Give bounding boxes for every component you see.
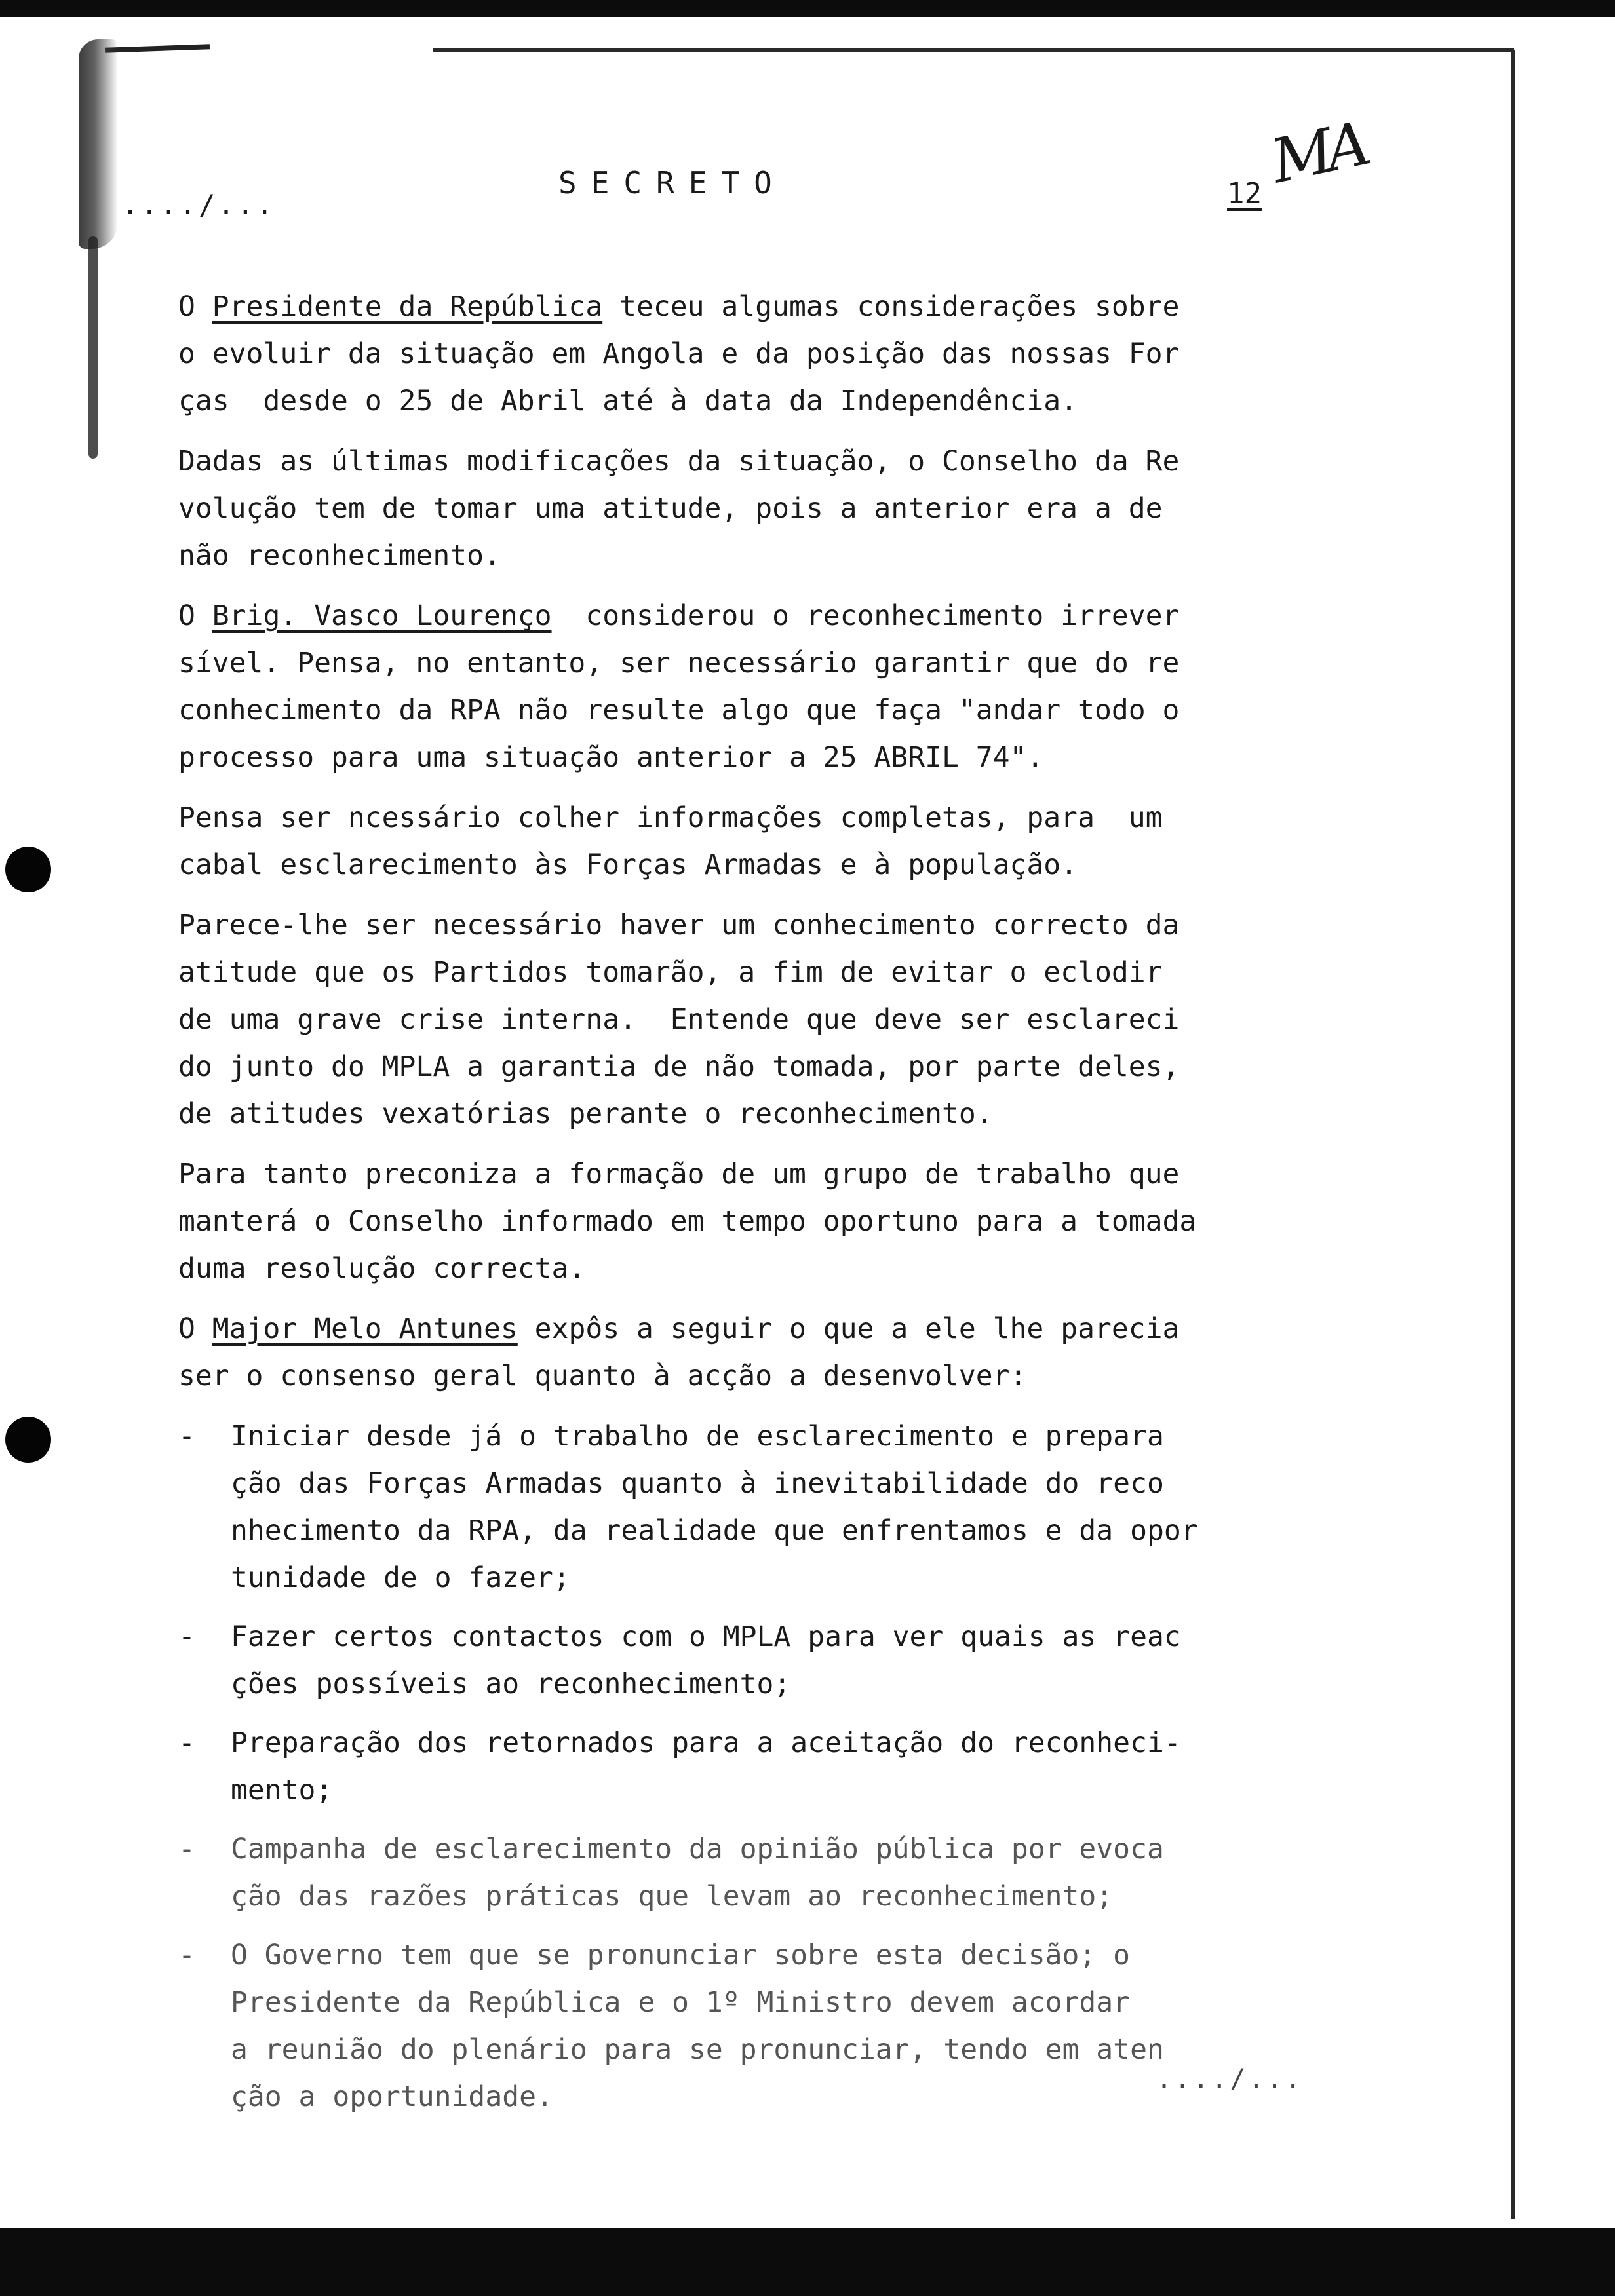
line-prefix: O — [178, 600, 212, 632]
page-number: 12 — [1227, 177, 1262, 210]
paragraph — [178, 1151, 1293, 1292]
text-line: conhecimento da RPA não resulte algo que faça "andar todo o — [178, 694, 1180, 727]
frame-line-right — [1511, 50, 1515, 2219]
footer-continuation: ..../... — [1156, 2064, 1304, 2094]
bullet-item — [178, 1719, 1293, 1814]
bullet-dash: - — [178, 1420, 195, 1453]
line-prefix: O — [178, 290, 212, 323]
scan-border-bottom — [0, 2228, 1615, 2296]
scan-smudge — [79, 39, 118, 249]
paragraph-list — [178, 283, 1293, 1400]
classification-heading: SECRETO — [558, 165, 787, 201]
bullet-list — [178, 1413, 1293, 2120]
text-line: processo para uma situação anterior a 25 ABRIL 74". — [178, 741, 1044, 774]
text-line: sível. Pensa, no entanto, ser necessário garantir que do re — [178, 647, 1180, 679]
bullet-dash: - — [178, 1620, 195, 1653]
text-line: Pensa ser ncessário colher informações completas, para um — [178, 801, 1163, 834]
bullet-text — [231, 1413, 1293, 1601]
text-line: ção a oportunidade. — [231, 2080, 553, 2113]
text-line: ças desde o 25 de Abril até à data da Independência. — [178, 385, 1078, 417]
bullet-dash: - — [178, 1727, 195, 1759]
text-line: ser o consenso geral quanto à acção a desenvolver: — [178, 1360, 1027, 1392]
text-line — [178, 1305, 1293, 1352]
text-line: ção das razões práticas que levam ao reconhecimento; — [231, 1880, 1114, 1913]
text-line: duma resolução correcta. — [178, 1252, 586, 1285]
header-continuation: ..../... — [122, 189, 276, 221]
text-line: ção das Forças Armadas quanto à inevitabilidade do reco — [231, 1467, 1164, 1500]
scan-border-top — [0, 0, 1615, 17]
text-line: O Governo tem que se pronunciar sobre esta decisão; o — [231, 1939, 1131, 1972]
line-suffix: considerou o reconhecimento irrever — [551, 600, 1180, 632]
paragraph — [178, 1305, 1293, 1400]
text-line: do junto do MPLA a garantia de não tomada, por parte deles, — [178, 1050, 1180, 1083]
text-line: Dadas as últimas modificações da situação, o Conselho da Re — [178, 445, 1180, 478]
punch-hole — [5, 847, 51, 892]
paragraph — [178, 902, 1293, 1138]
line-suffix: expôs a seguir o que a ele lhe parecia — [517, 1312, 1180, 1345]
text-line: atitude que os Partidos tomarão, a fim de evitar o eclodir — [178, 956, 1163, 989]
text-line: volução tem de tomar uma atitude, pois a anterior era a de — [178, 492, 1163, 525]
handwritten-initials: MA — [1265, 109, 1371, 197]
text-line: mento; — [231, 1774, 333, 1807]
document-body — [178, 283, 1293, 2132]
text-line: Preparação dos retornados para a aceitação do reconheci- — [231, 1727, 1181, 1759]
bullet-item — [178, 1613, 1293, 1708]
text-line: Campanha de esclarecimento da opinião pública por evoca — [231, 1833, 1164, 1866]
speaker-name: Major Melo Antunes — [212, 1312, 518, 1345]
bullet-dash: - — [178, 1833, 195, 1866]
text-line: cabal esclarecimento às Forças Armadas e à população. — [178, 849, 1078, 881]
text-line: manterá o Conselho informado em tempo oportuno para a tomada — [178, 1205, 1197, 1238]
frame-line-top — [433, 48, 1514, 52]
line-suffix: teceu algumas considerações sobre — [602, 290, 1180, 323]
text-line: não reconhecimento. — [178, 539, 501, 572]
text-line: ções possíveis ao reconhecimento; — [231, 1668, 791, 1700]
text-line: Para tanto preconiza a formação de um grupo de trabalho que — [178, 1158, 1180, 1191]
text-line: o evoluir da situação em Angola e da posição das nossas For — [178, 337, 1180, 370]
paragraph — [178, 592, 1293, 781]
bullet-item — [178, 1413, 1293, 1601]
speaker-name: Presidente da República — [212, 290, 603, 323]
bullet-item — [178, 1826, 1293, 1920]
bullet-text — [231, 1826, 1293, 1920]
bullet-item — [178, 1932, 1293, 2120]
scan-streak — [88, 236, 98, 459]
text-line: Fazer certos contactos com o MPLA para ver quais as reac — [231, 1620, 1181, 1653]
bullet-text — [231, 1932, 1293, 2120]
text-line: nhecimento da RPA, da realidade que enfrentamos e da opor — [231, 1514, 1198, 1547]
bullet-text — [231, 1719, 1293, 1814]
line-prefix: O — [178, 1312, 212, 1345]
bullet-text — [231, 1613, 1293, 1708]
text-line: Iniciar desde já o trabalho de esclarecimento e prepara — [231, 1420, 1164, 1453]
paragraph — [178, 438, 1293, 579]
text-line — [178, 592, 1293, 640]
speaker-name: Brig. Vasco Lourenço — [212, 600, 552, 632]
paragraph — [178, 283, 1293, 425]
punch-hole — [5, 1417, 51, 1463]
text-line: tunidade de o fazer; — [231, 1561, 570, 1594]
text-line: de atitudes vexatórias perante o reconhecimento. — [178, 1098, 993, 1130]
frame-line-mark — [105, 44, 210, 53]
text-line: Parece-lhe ser necessário haver um conhecimento correcto da — [178, 909, 1180, 942]
text-line: de uma grave crise interna. Entende que deve ser esclareci — [178, 1003, 1180, 1036]
text-line: Presidente da República e o 1º Ministro devem acordar — [231, 1986, 1131, 2019]
text-line: a reunião do plenário para se pronunciar, tendo em aten — [231, 2033, 1164, 2066]
paragraph — [178, 794, 1293, 889]
bullet-dash: - — [178, 1939, 195, 1972]
text-line — [178, 283, 1293, 330]
